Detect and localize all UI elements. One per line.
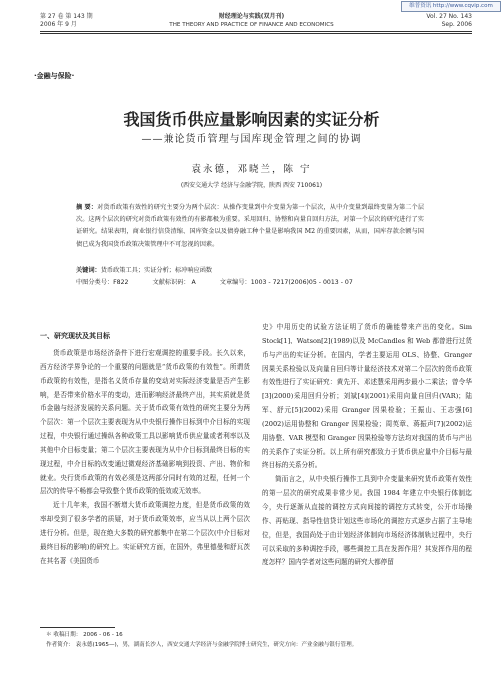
section-heading: 一、研究现状及其目标 bbox=[40, 332, 110, 340]
abstract-text: 对货币政策有效性的研究主要分为两个层次：从操作变量到中介变量为第一个层次，从中介变量到最终变量为第二个层次。这两个层次的研究对货币政策有效性的有影都极为重要。采用回归、协整和向量自回归方法，对第一个层次的研究进行了实证研究。结果表明，商业银行信贷渣缩、国库资金以及债券融工种个量是影响我国 M2 的重要因素，从而，国库存款余额与国债已成为我国货币政策决策管理中不可忽视的因素。 bbox=[76, 204, 425, 248]
paragraph: 简而言之，从中央银行操作工具到中介变量来研究货币政策有效性的第一层次的研究成果非常少见。我国 1984 年建立中央银行体制迄今，央行逐渐从直接的调控方式向间接的调控方式转变，公开市场操作、再贴现、指导性信贷计划这些市场化的调控方式逐步占据了主导地位，但是，我国尚处于由计划经济体制向市场经济体制轨过程中，央行可以采取的多种调控手段，哪些调控工具在发挥作用？其发挥作用的程度怎样？国内学者对这些问题的研究大都停留 bbox=[262, 475, 472, 567]
header-rule-thin bbox=[40, 33, 472, 34]
keywords-text: 货币政策工具；实证分析；标冲响应函数 bbox=[100, 267, 213, 274]
header-date: 2006 年 9 月 bbox=[40, 21, 77, 28]
section-tag: ·金融与保险· bbox=[34, 72, 75, 80]
clc-number: 中图分类号：F822 bbox=[76, 279, 129, 286]
document-code: 文献标识码： A bbox=[152, 279, 196, 286]
paragraph: 货币政策是市场经济条件下进行宏观调控的重要手段。长久以来，西方经济学界争论的一个重要的问题就是“货币政策的有效性”。所谓货币政策的有效性，是指名义货币存量的变动对实际经济变量是否产生影响，是否带来价格水平的变动，进而影响经济最终产出，其实质就是货币金融与经济发展的关系问题。关于货币政策有效性的研究主要分为两个层次：第一个层次主要表现为从中央银行操作目标到中介目标的实现过程，中央银行通过操纵各种政策工具以影响货币供应量或者利率以及其他中介目标变量；第二个层次主要表现为从中介目标到最终目标的实现过程，中介目标的改变通过微观经济基础影响到投资、产出、物价和就业。央行货币政策的有效必须是这两部分同时有效的过程，任何一个层次的传导不畅都会导致整个货币政策的低效或无效率。 bbox=[40, 349, 250, 496]
journal-name-english: THE THEORY AND PRACTICE OF FINANCE AND ECONOMICS bbox=[169, 22, 334, 28]
footnote-author-bio: 作者简介： 袁永德(1965—)，男，湖南长沙人，西安交通大学经济与金融学院博士研究生，研究方向：产业金融与银行管理。 bbox=[46, 642, 358, 648]
watermark-badge[interactable]: 维普资讯 http://www.cqvip.com bbox=[401, 1, 501, 12]
article-subtitle: ——兼论货币管理与国库现金管理之间的协调 bbox=[141, 134, 362, 145]
keywords-label: 关键词： bbox=[76, 267, 101, 274]
footnote-received: ＊ 收稿日期： 2006 - 06 - 16 bbox=[46, 632, 123, 638]
keywords bbox=[76, 265, 424, 277]
header-month-year: Sep. 2006 bbox=[441, 21, 472, 28]
header-rule bbox=[40, 31, 472, 32]
right-column bbox=[262, 321, 472, 570]
abstract-label: 摘 要： bbox=[76, 204, 98, 211]
article-title: 我国货币供应量影响因素的实证分析 bbox=[123, 110, 380, 129]
classification-line bbox=[76, 277, 424, 289]
authors: 袁永德，邓晓兰，陈 宁 bbox=[191, 164, 312, 175]
paragraph: 史》中用历史的试验方法证明了货币的确能带来产出的变化。Sim Stock[1]、Watson[2](1989)以及 McCandles 和 Web 都曾进行过货币与产出的实证分析。在国内，学者主要运用 OLS、协整、Granger 因果关系检验以及向量自回归等计量经济技术对第二个层次的货币政策有效性进行了实证研究：黄先开、邓述慧采用两步最小二乘法；曾令华[3](2000)采用回归分析；刘斌[4](2001)采用向量自回归(VAR)；陆军、舒元[5](2002)采用 Granger 因果检验；王振山、王志强[6](2002)运用协整和 Granger 因果检验；周英章、蒋振声[7](2002)运用协整、VAR 模型和 Granger 因果检验等方法均对我国的货币与产出的关系作了实证分析。以上所有研究都致力于货币供应量中介目标与最终目标的关系分析。 bbox=[262, 323, 472, 470]
header-volume-issue: 第 27 卷 第 143 期 bbox=[40, 13, 93, 20]
journal-name: 财经理论与实践(双月刊) bbox=[218, 13, 285, 20]
footnote-rule bbox=[40, 627, 115, 628]
header-vol-no: Vol. 27 No. 143 bbox=[426, 13, 472, 20]
abstract bbox=[76, 202, 424, 251]
affiliation: (西安交通大学 经济与金融学院，陕西 西安 710061) bbox=[180, 182, 323, 189]
article-id: 文章编号：1003 - 7217(2006)05 - 0013 - 07 bbox=[219, 279, 353, 286]
left-column bbox=[40, 347, 250, 569]
paragraph: 近十几年来，我国不断增大货币政策调控力度，但是货币政策的效率却受到了很多学者的质疑，对于货币政策效率，应当从以上两个层次进行分析。但是，现在绝大多数的研究都集中在第二个层次(中介目标对最终目标的影响)的研究上。实证研究方面，在国外，弗里德曼和舒瓦茨在其名著《美国货币 bbox=[40, 501, 250, 565]
